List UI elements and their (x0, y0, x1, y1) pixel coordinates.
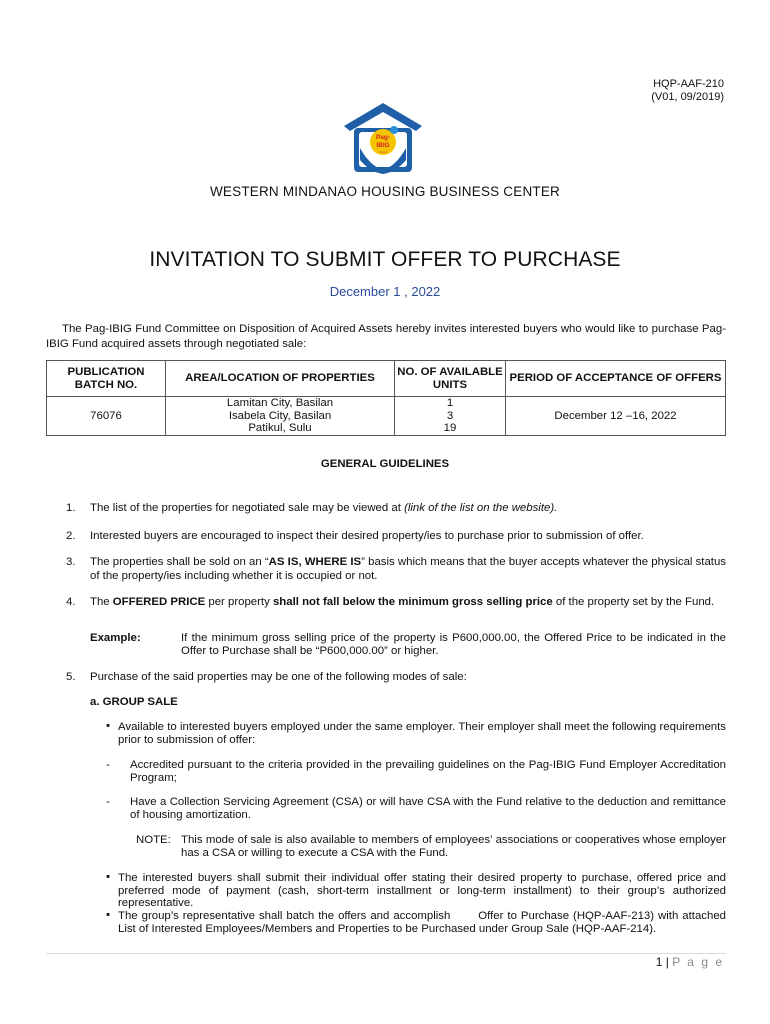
bullet-icon: ▪ (106, 720, 111, 732)
units-item: 19 (443, 422, 457, 434)
item-number: 3. (66, 556, 76, 568)
page-footer (656, 955, 724, 969)
svg-text:Fund: Fund (379, 150, 387, 154)
pag-ibig-logo (340, 100, 426, 176)
group-sale-heading: a. GROUP SALE (90, 696, 178, 708)
form-code-version: (V01, 09/2019) (651, 91, 724, 103)
location-item: Patikul, Sulu (248, 422, 312, 434)
form-code (651, 78, 724, 104)
intro-paragraph: The Pag-IBIG Fund Committee on Disposition of Acquired Assets hereby invites interested buyers who would like to purchase Pag-IBIG Fund acquired assets through negotiated sale: (46, 323, 726, 350)
form-code-number: HQP-AAF-210 (653, 78, 724, 90)
business-center-name: WESTERN MINDANAO HOUSING BUSINESS CENTER (209, 184, 561, 199)
example-label: Example: (90, 632, 141, 644)
dash-icon: - (106, 759, 110, 771)
guideline-3: The properties shall be sold on an “AS IS, WHERE IS” basis which means that the buyer accepts whatever the physical status of the property/ies including whether it is occupied or not. (90, 556, 727, 582)
location-item: Isabela City, Basilan (228, 409, 332, 422)
page-number: 1 (655, 955, 663, 969)
item-number: 1. (66, 502, 76, 514)
header-location: AREA/LOCATION OF PROPERTIES (166, 361, 395, 397)
header-period: PERIOD OF ACCEPTANCE OF OFFERS (506, 361, 726, 397)
svg-text:Pag-: Pag- (375, 134, 391, 141)
dash-icon: - (106, 796, 110, 808)
website-link-text: (link of the list on the website). (404, 502, 558, 514)
document-date: December 1 , 2022 (329, 284, 441, 299)
units-item: 1 (446, 397, 454, 409)
item-number: 4. (66, 596, 76, 608)
group-sale-bullet-2: The interested buyers shall submit their individual offer stating their desired property to purchase, offered price and preferred mode of payment (cash, short-term installment or long-term installment) to their group’s authorized representative. (118, 872, 726, 909)
guideline-1: The list of the properties for negotiated sale may be viewed at (link of the list on the website). (90, 502, 558, 514)
note-text: This mode of sale is also available to members of employees’ associations or cooperatives whose employer has a CSA or willing to execute a CSA with the Fund. (181, 834, 726, 859)
location-cell (166, 397, 395, 436)
page-title: INVITATION TO SUBMIT OFFER TO PURCHASE (149, 248, 621, 271)
requirement-2: Have a Collection Servicing Agreement (CSA) or will have CSA with the Fund relative to the deduction and remittance of housing amortization. (130, 796, 726, 821)
guideline-4: The OFFERED PRICE per property shall not fall below the minimum gross selling price of the property set by the Fund. (90, 596, 715, 608)
header-batch-no: PUBLICATION BATCH NO. (47, 361, 166, 397)
group-sale-bullet-3: The group’s representative shall batch the offers and accomplish Offer to Purchase (HQP-AAF-213) with attached List of Interested Employees/Members and Properties to be Purchased under Group Sale (HQP-AAF-214). (118, 910, 726, 935)
example-text: If the minimum gross selling price of the property is P600,000.00, the Offered Price to be indicated in the Offer to Purchase shall be “P600,000.00” or higher. (181, 632, 726, 657)
units-cell (395, 397, 506, 436)
item-number: 5. (66, 671, 76, 683)
note-label: NOTE: (136, 834, 171, 846)
group-sale-bullet-1: Available to interested buyers employed under the same employer. Their employer shall meet the following requirements prior to submission of offer: (118, 721, 726, 746)
bullet-icon: ▪ (106, 871, 111, 883)
period-cell: December 12 –16, 2022 (506, 397, 726, 436)
page-word: P a g e (672, 955, 724, 969)
svg-text:IBIG: IBIG (376, 142, 390, 149)
item-number: 2. (66, 530, 76, 542)
guidelines-heading: GENERAL GUIDELINES (320, 458, 450, 470)
batch-table (46, 360, 726, 436)
units-item: 3 (446, 409, 454, 422)
guideline-5: Purchase of the said properties may be one of the following modes of sale: (90, 671, 467, 683)
bullet-icon: ▪ (106, 909, 111, 921)
guideline-2: Interested buyers are encouraged to inspect their desired property/ies to purchase prior to submission of offer. (90, 530, 644, 542)
requirement-1: Accredited pursuant to the criteria provided in the prevailing guidelines on the Pag-IBIG Fund Employer Accreditation Program; (130, 759, 726, 784)
footer-divider (46, 953, 726, 954)
location-item: Lamitan City, Basilan (226, 397, 334, 409)
table-row (47, 397, 726, 436)
header-units: NO. OF AVAILABLE UNITS (395, 361, 506, 397)
batch-no-cell: 76076 (47, 397, 166, 436)
page-separator: | (665, 955, 669, 969)
table-header-row (47, 361, 726, 397)
